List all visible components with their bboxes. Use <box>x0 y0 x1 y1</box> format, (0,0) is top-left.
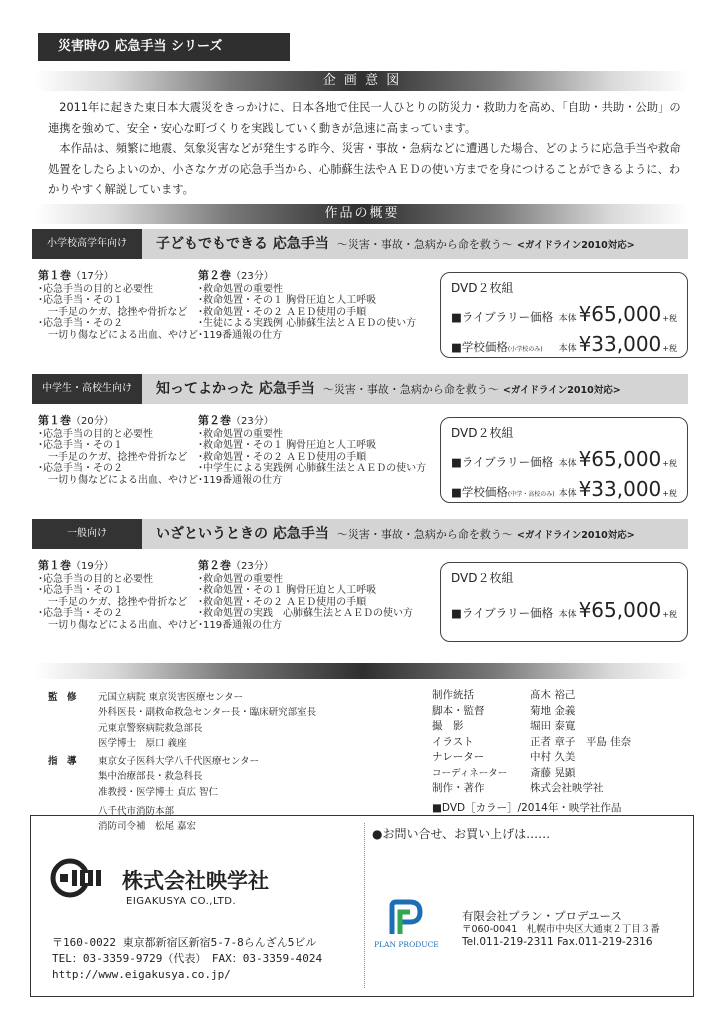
product-2-vol2-item: ･救命処置・その２ ＡＥＤ使用の手順 <box>198 451 367 463</box>
product-1-guide: <ガイドライン2010対応> <box>516 240 635 251</box>
price-prefix: 本体 <box>558 344 577 354</box>
supervision-label: 監 修 <box>48 692 77 703</box>
price-amount: ¥65,000 <box>578 598 662 622</box>
guidance-line: 集中治療部長・救急科長 <box>98 771 203 783</box>
company-address: 〒160-0022 東京都新宿区新宿5-7-8らんざん5ビル <box>52 936 317 949</box>
product-3-vol2 <box>198 560 413 631</box>
staff-name: 正者 章子 平島 佳奈 <box>530 735 632 748</box>
inquiry-info <box>462 910 660 949</box>
supervision-line: 元国立病院 東京災害医療センター <box>98 692 244 703</box>
product-2-vol1-title: 第１巻 <box>38 414 71 427</box>
product-2-vol1 <box>38 415 198 486</box>
product-1-vol2-item: ･救命処置の重要性 <box>198 283 283 295</box>
product-2-vol2-item: ･119番通報の仕方 <box>198 474 283 486</box>
product-1-subtitle: ～災害・事故・急病から命を救う～ <box>336 238 513 251</box>
inquiry-tel: Tel.011-219-2311 Fax.011-219-2316 <box>462 936 653 948</box>
company-name: 株式会社映学社 <box>122 869 269 893</box>
staff-role: 撮 影 <box>432 720 464 732</box>
product-1-price-box <box>440 272 688 358</box>
price-tax: +税 <box>662 314 677 323</box>
staff-role: ナレーター <box>432 751 485 763</box>
supervision-line: 元東京警察病院救急部長 <box>98 722 203 734</box>
eigakusya-logo-icon <box>50 858 120 898</box>
price-label: ■ライブラリー価格 <box>451 606 554 620</box>
product-3-vol1-item: 一切り傷などによる出血、やけど <box>38 619 198 631</box>
guidance-label: 指 導 <box>48 756 77 768</box>
planning-heading: 企 画 意 図 <box>322 73 402 88</box>
product-3-vol2-item: ･救命処置・その１ 胸骨圧迫と人工呼吸 <box>198 585 377 596</box>
price-prefix: 本体 <box>558 459 577 469</box>
product-1-header <box>32 229 688 259</box>
guidance-line: 東京女子医科大学八千代医療センター <box>98 756 260 768</box>
price-note: (中学・高校のみ) <box>507 491 555 498</box>
price-amount: ¥33,000 <box>578 477 662 501</box>
supervision-line: 医学博士 原口 義座 <box>98 737 187 749</box>
product-1-vol2-item: ･救命処置・その１ 胸骨圧迫と人工呼吸 <box>198 295 377 306</box>
product-3-vol2-item: ･救命処置・その２ ＡＥＤ使用の手順 <box>198 596 367 608</box>
staff-credits <box>432 688 631 816</box>
product-2-vol2-item: ･中学生による実践例 心肺蘇生法とＡＥＤの使い方 <box>198 463 427 474</box>
planning-para-1: 2011年に起きた東日本大震災をきっかけに、日本各地で住民一人ひとりの防災力・救助力を高め、「自助・共助・公助」の連携を強めて、安全・安心な町づくりを実践していく動きが急速に高まっています。 <box>48 101 681 135</box>
product-2-vol1-item: ･応急手当の目的と必要性 <box>38 428 153 440</box>
price-row <box>451 598 677 622</box>
guidance-line: 消防司令補 松尾 嘉宏 <box>98 821 197 833</box>
product-3-vol2-min: （23分） <box>231 561 274 572</box>
product-3-title: いざというときの 応急手当 <box>156 526 329 542</box>
product-1-vol1-item: 一手足のケガ、捻挫や骨折など <box>38 306 188 318</box>
product-2-vol1-item: 一切り傷などによる出血、やけど <box>38 474 198 486</box>
product-1-vol1-item: ･応急手当・その２ <box>38 318 123 329</box>
product-3-vol1 <box>38 560 198 631</box>
inquiry-address: 〒060-0041 札幌市中央区大通東２丁目３番 <box>462 924 660 935</box>
product-2-vol2-title: 第２巻 <box>198 414 231 427</box>
product-3-vol1-title: 第１巻 <box>38 559 71 572</box>
product-2-header <box>32 374 688 404</box>
product-1-vol2-item: ･救命処置・その２ ＡＥＤ使用の手順 <box>198 306 367 318</box>
staff-role: 脚本・監督 <box>432 704 485 717</box>
product-2-title-line <box>156 374 621 406</box>
company-roman: EIGAKUSYA CO.,LTD. <box>126 896 237 907</box>
product-2-guide: <ガイドライン2010対応> <box>502 385 621 396</box>
product-3-price-box <box>440 562 688 642</box>
product-3-vol2-item: ･救命処置の実践 心肺蘇生法とＡＥＤの使い方 <box>198 608 413 619</box>
product-3-vol1-item: ･応急手当・その１ <box>38 585 123 596</box>
company-contact <box>52 935 322 983</box>
company-url[interactable]: http://www.eigakusya.co.jp/ <box>52 968 231 981</box>
overview-heading-bar <box>35 204 689 224</box>
price-label: ■学校価格 <box>451 340 508 354</box>
product-2-dvd: DVD２枚組 <box>451 426 514 440</box>
product-2-title: 知ってよかった 応急手当 <box>156 381 315 397</box>
staff-name: 髙木 裕己 <box>530 689 576 701</box>
staff-role: 制作統括 <box>432 689 474 701</box>
staff-role: コーディネーター <box>432 767 508 779</box>
price-label: ■学校価格 <box>451 485 508 499</box>
staff-name: 堀田 泰寛 <box>530 720 576 732</box>
product-1-vol1-item: ･応急手当の目的と必要性 <box>38 283 153 295</box>
product-3-title-line <box>156 519 635 551</box>
product-3-grade: 一般向け <box>32 519 142 549</box>
plan-produce-logo-text: PLAN PRODUCE <box>374 940 439 949</box>
product-3-guide: <ガイドライン2010対応> <box>516 530 635 541</box>
product-2-vol1-min: （20分） <box>71 416 114 427</box>
staff-name: 株式会社映学社 <box>530 782 604 794</box>
dvd-credit: ■DVD［カラー］/2014年・映学社作品 <box>432 801 622 814</box>
price-row <box>451 332 677 356</box>
price-prefix: 本体 <box>558 314 577 324</box>
planning-para-2: 本作品は、頻繁に地震、気象災害などが発生する昨今、災害・事故・急病などに遭遇した場合、どのように応急手当や救命処置をしたらよいのか、小さなケガの応急手当から、心肺蘇生法やＡＥＤの使い方までを身につけることができるように、わかりやすく解説しています。 <box>48 142 681 196</box>
staff-role: 制作・著作 <box>432 782 485 794</box>
supervision-credits <box>48 690 316 835</box>
product-3-vol2-title: 第２巻 <box>198 559 231 572</box>
staff-name: 中村 久美 <box>530 751 576 763</box>
price-amount: ¥65,000 <box>578 447 662 471</box>
price-row <box>451 302 677 326</box>
product-3-subtitle: ～災害・事故・急病から命を救う～ <box>336 528 513 541</box>
staff-role: イラスト <box>432 735 474 748</box>
price-tax: +税 <box>662 610 677 619</box>
product-2-vol2-min: （23分） <box>231 416 274 427</box>
product-1-grade: 小学校高学年向け <box>32 229 142 259</box>
guidance-line: 准教授・医学博士 貞広 智仁 <box>98 786 219 798</box>
price-tax: +税 <box>662 489 677 498</box>
product-2-price-box <box>440 417 688 503</box>
product-2-vol1-item: ･応急手当・その２ <box>38 463 123 474</box>
price-row <box>451 447 677 471</box>
product-1-vol2-item: ･生徒による実践例 心肺蘇生法とＡＥＤの使い方 <box>198 318 417 329</box>
price-note: (小学校のみ) <box>507 346 543 353</box>
overview-heading: 作品の概要 <box>324 206 400 221</box>
price-amount: ¥65,000 <box>578 302 662 326</box>
series-tag: 災害時の 応急手当 シリーズ <box>38 33 290 61</box>
price-label: ■ライブラリー価格 <box>451 455 554 469</box>
plan-produce-logo-icon <box>386 898 426 938</box>
price-tax: +税 <box>662 344 677 353</box>
credits-divider-bar <box>35 663 689 679</box>
product-3-vol1-item: 一手足のケガ、捻挫や骨折など <box>38 596 188 608</box>
product-2-vol1-item: 一手足のケガ、捻挫や骨折など <box>38 451 188 463</box>
product-3-vol1-item: ･応急手当の目的と必要性 <box>38 573 153 585</box>
product-1-title: 子どもでもできる 応急手当 <box>156 236 329 252</box>
planning-heading-bar <box>35 71 689 91</box>
price-tax: +税 <box>662 459 677 468</box>
product-1-vol1-min: （17分） <box>71 271 114 282</box>
staff-name: 斎藤 晃顕 <box>530 766 576 779</box>
product-2-vol2 <box>198 415 426 486</box>
product-1-title-line <box>156 229 635 261</box>
product-1-dvd: DVD２枚組 <box>451 281 514 295</box>
product-1-vol1-title: 第１巻 <box>38 269 71 282</box>
price-prefix: 本体 <box>558 610 577 620</box>
footer-divider <box>364 823 365 988</box>
product-1-vol1 <box>38 270 198 341</box>
price-label: ■ライブラリー価格 <box>451 310 554 324</box>
product-1-vol1-item: 一切り傷などによる出血、やけど <box>38 329 198 341</box>
price-amount: ¥33,000 <box>578 332 662 356</box>
product-3-vol2-item: ･119番通報の仕方 <box>198 619 283 631</box>
price-prefix: 本体 <box>558 489 577 499</box>
product-1-vol2 <box>198 270 416 341</box>
inquiry-name: 有限会社プラン・プロデユース <box>462 909 622 923</box>
product-2-vol2-item: ･救命処置の重要性 <box>198 428 283 440</box>
planning-text <box>48 98 684 201</box>
product-3-vol2-item: ･救命処置の重要性 <box>198 573 283 585</box>
product-3-vol1-min: （19分） <box>71 561 114 572</box>
price-row <box>451 477 677 501</box>
product-1-vol2-min: （23分） <box>231 271 274 282</box>
product-2-grade: 中学生・高校生向け <box>32 374 142 404</box>
product-3-vol1-item: ･応急手当・その２ <box>38 608 123 619</box>
product-2-subtitle: ～災害・事故・急病から命を救う～ <box>322 383 499 396</box>
product-3-dvd: DVD２枚組 <box>451 571 514 585</box>
product-1-vol2-title: 第２巻 <box>198 269 231 282</box>
product-3-header <box>32 519 688 549</box>
supervision-line: 外科医長・副救命救急センター長・臨床研究部室長 <box>98 707 317 719</box>
product-2-vol1-item: ･応急手当・その１ <box>38 440 123 451</box>
product-1-vol1-item: ･応急手当・その１ <box>38 295 123 306</box>
product-1-vol2-item: ･119番通報の仕方 <box>198 329 283 341</box>
product-2-vol2-item: ･救命処置・その１ 胸骨圧迫と人工呼吸 <box>198 440 377 451</box>
inquiry-heading: ●お問い合せ、お買い上げは…… <box>372 827 551 841</box>
company-tel: TEL：03-3359-9729（代表） FAX：03-3359-4024 <box>52 952 323 965</box>
guidance-line: 八千代市消防本部 <box>98 806 175 818</box>
staff-name: 菊地 金義 <box>530 704 576 717</box>
